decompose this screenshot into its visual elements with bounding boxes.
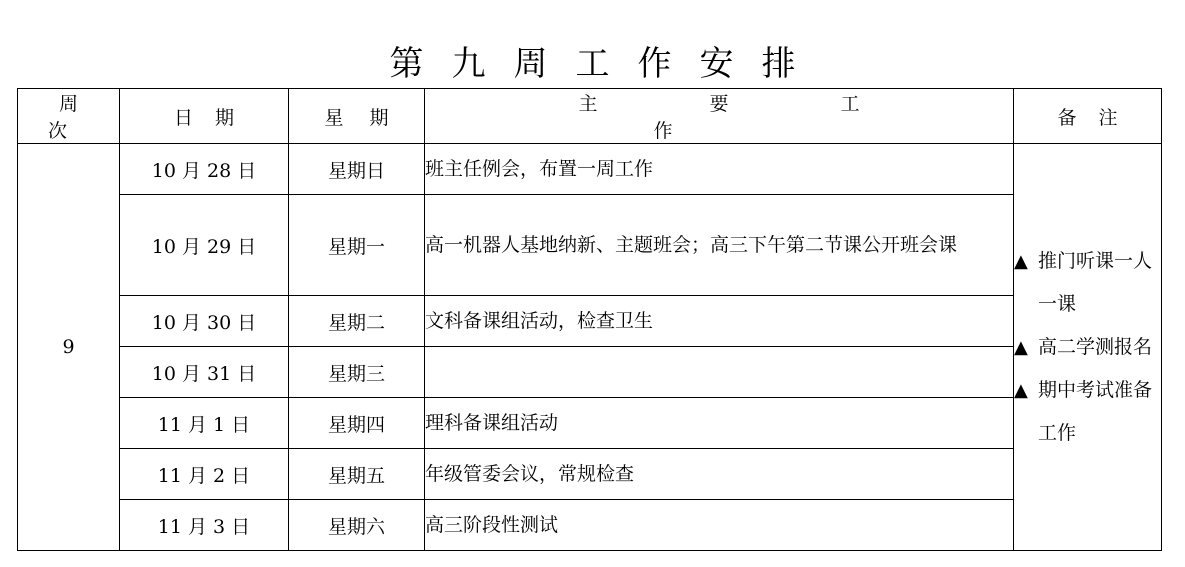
remark-item bbox=[1014, 326, 1161, 369]
date-cell: 10 月 29 日 bbox=[120, 195, 289, 296]
weekday-cell: 星期五 bbox=[289, 449, 425, 500]
table-row bbox=[18, 296, 1162, 347]
work-cell: 理科备课组活动 bbox=[425, 398, 1014, 449]
work-cell bbox=[425, 347, 1014, 398]
triangle-bullet-icon: ▲ bbox=[1014, 250, 1028, 272]
remark-item bbox=[1014, 240, 1161, 326]
weekday-cell: 星期日 bbox=[289, 144, 425, 195]
header-week: 周次 bbox=[18, 89, 120, 144]
header-row bbox=[18, 89, 1162, 144]
header-work: 主要工作 bbox=[425, 89, 1014, 144]
date-cell: 11 月 3 日 bbox=[120, 500, 289, 551]
table-row bbox=[18, 398, 1162, 449]
date-cell: 10 月 30 日 bbox=[120, 296, 289, 347]
work-cell: 年级管委会议，常规检查 bbox=[425, 449, 1014, 500]
remark-text: 高二学测报名 bbox=[1038, 335, 1153, 358]
date-cell: 10 月 28 日 bbox=[120, 144, 289, 195]
remark-item bbox=[1014, 369, 1161, 455]
table-row bbox=[18, 500, 1162, 551]
header-weekday: 星期 bbox=[289, 89, 425, 144]
work-cell: 高一机器人基地纳新、主题班会；高三下午第二节课公开班会课 bbox=[425, 195, 1014, 296]
weekday-cell: 星期一 bbox=[289, 195, 425, 296]
weekday-cell: 星期六 bbox=[289, 500, 425, 551]
header-remarks: 备注 bbox=[1014, 89, 1162, 144]
remarks-cell bbox=[1014, 144, 1162, 551]
date-cell: 10 月 31 日 bbox=[120, 347, 289, 398]
date-cell: 11 月 2 日 bbox=[120, 449, 289, 500]
weekday-cell: 星期四 bbox=[289, 398, 425, 449]
page-title: 第九周工作安排 bbox=[389, 44, 824, 84]
weekday-cell: 星期三 bbox=[289, 347, 425, 398]
table-row bbox=[18, 347, 1162, 398]
schedule-table bbox=[17, 88, 1162, 551]
table-row bbox=[18, 195, 1162, 296]
header-date: 日期 bbox=[120, 89, 289, 144]
triangle-bullet-icon: ▲ bbox=[1014, 336, 1028, 358]
triangle-bullet-icon: ▲ bbox=[1014, 379, 1028, 401]
table-row bbox=[18, 449, 1162, 500]
table-row bbox=[18, 144, 1162, 195]
date-cell: 11 月 1 日 bbox=[120, 398, 289, 449]
remark-text: 推门听课一人一课 bbox=[1038, 249, 1153, 315]
weekday-cell: 星期二 bbox=[289, 296, 425, 347]
work-cell: 高三阶段性测试 bbox=[425, 500, 1014, 551]
work-cell: 文科备课组活动，检查卫生 bbox=[425, 296, 1014, 347]
work-cell: 班主任例会，布置一周工作 bbox=[425, 144, 1014, 195]
remark-text: 期中考试准备工作 bbox=[1038, 378, 1153, 444]
week-number: 9 bbox=[18, 144, 120, 551]
